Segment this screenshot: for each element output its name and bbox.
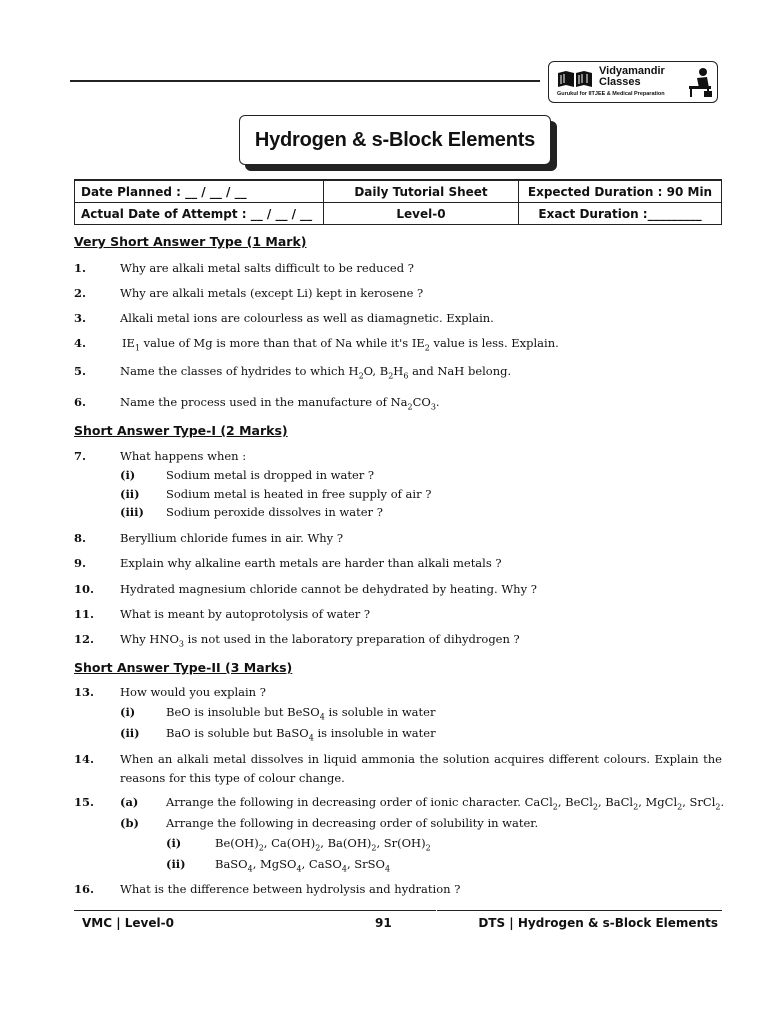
q16-number: 16. [74, 882, 95, 896]
actual-date: Actual Date of Attempt : __ / __ / __ [75, 203, 324, 225]
q7-ii-number: (ii) [120, 487, 140, 501]
q12-number: 12. [74, 632, 95, 646]
q15-b-ii-text: BaSO$_4$, MgSO$_4$, CaSO$_4$, SrSO$_4$ [215, 857, 391, 874]
logo-name-line1: Vidyamandir [599, 65, 665, 77]
q13-text: How would you explain ? [120, 685, 266, 699]
section-heading-2: Short Answer Type-I (2 Marks) [74, 423, 288, 438]
q1-text: Why are alkali metal salts difficult to be reduced ? [120, 261, 414, 275]
expected-duration: Expected Duration : 90 Min [519, 180, 722, 203]
q15-b-ii-number: (ii) [166, 857, 186, 871]
info-row-1 [75, 180, 722, 203]
section-heading-1: Very Short Answer Type (1 Mark) [74, 234, 307, 249]
footer-page-number: 91 [375, 916, 392, 930]
q10-text: Hydrated magnesium chloride cannot be dehydrated by heating. Why ? [120, 582, 537, 596]
q9-number: 9. [74, 556, 87, 570]
q6-text: Name the process used in the manufacture of $Na_2CO_3$. [120, 395, 440, 412]
q15-b-number: (b) [120, 816, 139, 830]
q3-number: 3. [74, 311, 87, 325]
q15-a-text: Arrange the following in decreasing order of ionic character. CaCl$_2$, BeCl$_2$, BaCl$_2$, MgCl$_2$, SrCl$_2$. [166, 795, 725, 812]
q15-number: 15. [74, 795, 95, 809]
q13-i-number: (i) [120, 705, 136, 719]
q7-i-text: Sodium metal is dropped in water ? [166, 468, 375, 482]
sheet-info-table [74, 179, 722, 225]
q15-b-text: Arrange the following in decreasing order of solubility in water. [166, 816, 539, 830]
q7-ii-text: Sodium metal is heated in free supply of air ? [166, 487, 432, 501]
level: Level-0 [324, 203, 519, 225]
q14-number: 14. [74, 752, 95, 766]
q14-text: When an alkali metal dissolves in liquid ammonia the solution acquires different colours. Explain the reasons for this type of colour change. [120, 752, 722, 785]
date-planned: Date Planned : __ / __ / __ [75, 180, 324, 203]
books-icon [557, 70, 593, 88]
q1-number: 1. [74, 261, 87, 275]
header-rule [70, 80, 540, 82]
section-heading-3: Short Answer Type-II (3 Marks) [74, 660, 293, 675]
q13-number: 13. [74, 685, 95, 699]
q5-text: Name the classes of hydrides to which $H_2O$, $B_2H_6$ and NaH belong. [120, 364, 512, 381]
q16-text: What is the difference between hydrolysis and hydration ? [120, 882, 461, 896]
q4-text: $IE_1$ value of Mg is more than that of Na while it's $IE_2$ value is less. Explain. [122, 336, 559, 353]
info-row-2 [75, 203, 722, 225]
q6-number: 6. [74, 395, 87, 409]
q15-a-number: (a) [120, 795, 139, 809]
q12-text: Why $HNO_3$ is not used in the laboratory preparation of dihydrogen ? [120, 632, 520, 649]
q15-b-i-number: (i) [166, 836, 182, 850]
q7-i-number: (i) [120, 468, 136, 482]
q9-text: Explain why alkaline earth metals are harder than alkali metals ? [120, 556, 502, 570]
q7-iii-number: (iii) [120, 505, 144, 519]
exact-duration: Exact Duration :_________ [519, 203, 722, 225]
student-desk-icon [687, 66, 713, 98]
q15-b-i-text: $Be(OH)_2$, $Ca(OH)_2$, $Ba(OH)_2$, $Sr(OH)_2$ [215, 836, 431, 853]
q8-number: 8. [74, 531, 87, 545]
q13-ii-text: BaO is soluble but BaSO$_4$ is insoluble in water [166, 726, 436, 743]
q10-number: 10. [74, 582, 95, 596]
footer-rule-right [437, 910, 722, 911]
logo-tagline: Gurukul for IITJEE & Medical Preparation [557, 91, 665, 97]
q11-text: What is meant by autoprotolysis of water ? [120, 607, 371, 621]
q7-iii-text: Sodium peroxide dissolves in water ? [166, 505, 383, 519]
footer-rule-left [74, 910, 436, 911]
footer-right: DTS | Hydrogen & s-Block Elements [478, 916, 718, 930]
q2-number: 2. [74, 286, 87, 300]
q3-text: Alkali metal ions are colourless as well as diamagnetic. Explain. [120, 311, 494, 325]
q13-ii-number: (ii) [120, 726, 140, 740]
q5-number: 5. [74, 364, 87, 378]
q13-i-text: BeO is insoluble but BeSO$_4$ is soluble in water [166, 705, 436, 722]
footer-left: VMC | Level-0 [82, 916, 174, 930]
sheet-type: Daily Tutorial Sheet [324, 180, 519, 203]
q2-text: Why are alkali metals (except Li) kept in kerosene ? [120, 286, 424, 300]
q7-number: 7. [74, 449, 87, 463]
q7-text: What happens when : [120, 449, 247, 463]
q4-number: 4. [74, 336, 87, 350]
logo-name-line2: Classes [599, 76, 641, 88]
vidyamandir-logo [548, 61, 718, 103]
q8-text: Beryllium chloride fumes in air. Why ? [120, 531, 343, 545]
page-title: Hydrogen & s-Block Elements [239, 115, 551, 165]
q11-number: 11. [74, 607, 95, 621]
